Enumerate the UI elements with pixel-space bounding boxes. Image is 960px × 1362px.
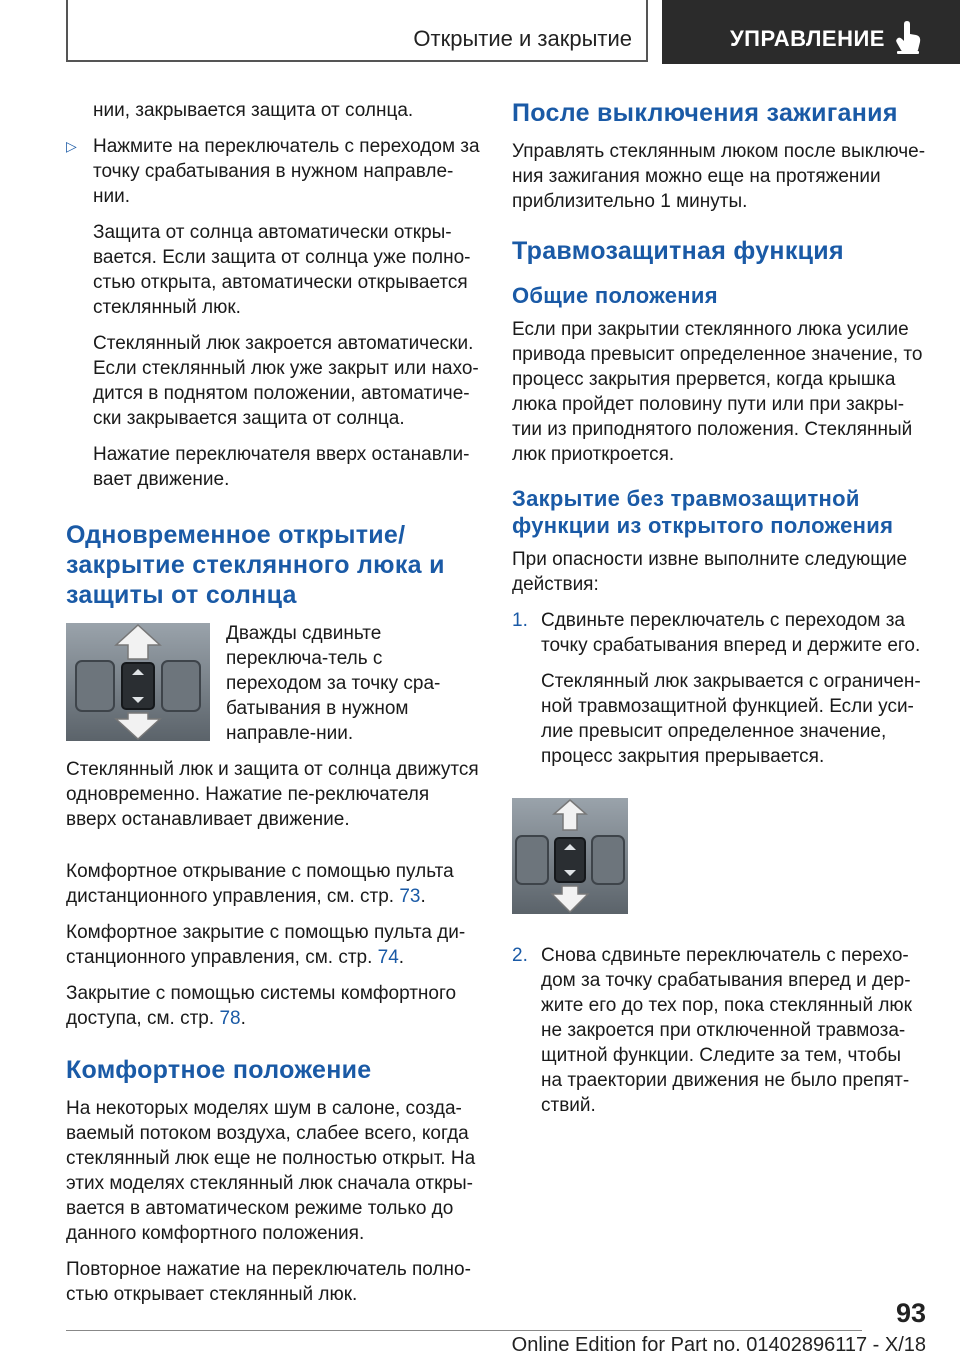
comfort-paragraph-2: Повторное нажатие на переключатель полно-стью открывает стеклянный люк. <box>66 1259 471 1305</box>
header-section-box <box>66 0 648 62</box>
heading-simultaneous: Одновременное открытие/ закрытие стеклянного люка и защиты от солнца <box>66 521 445 609</box>
step-2 <box>512 943 926 1118</box>
comfort-access-period: . <box>240 1008 246 1029</box>
page-number: 93 <box>895 1298 926 1328</box>
left-continuation-text: нии, закрывается защита от солнца. <box>93 100 414 121</box>
simultaneous-paragraph-2: Стеклянный люк и защита от солнца движутся одновременно. Нажатие пе-реключателя вверх останавливает движение. <box>66 759 479 830</box>
remote-open-text: Комфортное открывание с помощью пульта дистанционного управления, см. стр. <box>66 861 454 907</box>
page-link-73[interactable]: 73 <box>399 886 421 907</box>
hand-pointer-icon <box>894 20 924 54</box>
right-column <box>512 98 926 1129</box>
footer-edition: Online Edition for Part no. 01402896117 - X/18 <box>511 1334 926 1356</box>
remote-close-period: . <box>398 947 405 968</box>
heading-general: Общие положения <box>512 283 718 308</box>
remote-close-paragraph <box>66 920 480 970</box>
step-2-number: 2. <box>512 945 528 966</box>
bullet-text: Нажмите на переключатель с переходом за точку срабатывания в нужном направле-нии. <box>93 136 480 207</box>
footer-divider <box>66 1330 862 1331</box>
remote-close-text: Комфортное закрытие с помощью пульта ди-станционного управления, см. стр. <box>66 922 466 968</box>
step-2-text: Снова сдвиньте переключатель с перехо-дом за точку срабатывания вперед и дер-жите его до тех пор, пока стеклянный люк не закроется при отключенной травмоза-щитной функции. Следите за тем, чтобы на траектории движения не было препят-ствий. <box>541 945 912 1116</box>
bullet-paragraph-3: Нажатие переключателя вверх останавли-вает движение. <box>93 444 470 490</box>
simultaneous-section <box>66 621 480 843</box>
bullet-paragraph-1: Защита от солнца автоматически откры-вается. Если защита от солнца уже полно-стью открыта, автоматически открывается стеклянный люк. <box>93 222 471 318</box>
header-chapter-title: УПРАВЛЕНИЕ <box>730 26 885 51</box>
step-1-paragraph: Стеклянный люк закрывается с ограничен-ной травмозащитной функцией. Если уси-лие превысит определенное значение, процесс закрытия прерывается. <box>541 671 921 767</box>
bullet-triangle-icon: ▷ <box>66 138 77 154</box>
remote-open-period: . <box>420 886 426 907</box>
comfort-paragraph-1: На некоторых моделях шум в салоне, созда-ваемый потоком воздуха, слабее всего, когда стеклянный люк еще не полностью открыт. На этих моделях стеклянный люк сначала откры-вается в автоматическом режиме только до данного комфортного положения. <box>66 1098 476 1244</box>
page-link-78[interactable]: 78 <box>219 1008 241 1029</box>
heading-after-ignition: После выключения зажигания <box>512 99 898 127</box>
comfort-access-paragraph <box>66 981 480 1031</box>
step-1-number: 1. <box>512 610 528 631</box>
remote-open-paragraph <box>66 859 480 909</box>
danger-paragraph: При опасности извне выполните следующие действия: <box>512 549 908 595</box>
comfort-access-text: Закрытие с помощью системы комфортного доступа, см. стр. <box>66 983 457 1029</box>
header-chapter-box <box>662 0 960 64</box>
roof-switch-image-up-down <box>66 623 210 741</box>
roof-switch-image-forward <box>512 798 628 914</box>
heading-comfort-position: Комфортное положение <box>66 1056 372 1084</box>
heading-pinch-protection: Травмозащитная функция <box>512 237 844 265</box>
heading-close-without-protection: Закрытие без травмозащитной функции из открытого положения <box>512 486 894 538</box>
step-1 <box>512 608 926 658</box>
bullet-item <box>66 134 480 209</box>
step-1-text: Сдвиньте переключатель с переходом за точку срабатывания вперед и держите его. <box>541 610 921 656</box>
after-ignition-paragraph: Управлять стеклянным люком после выключе-ния зажигания можно еще на протяжении приблизительно 1 минуты. <box>512 141 926 212</box>
header-section-title: Открытие и закрытие <box>413 26 632 51</box>
page-link-74[interactable]: 74 <box>377 947 399 968</box>
bullet-paragraph-2: Стеклянный люк закроется автоматически. Если стеклянный люк уже закрыт или нахо-дится в поднятом положении, автоматиче-ски закрывается защита от солнца. <box>93 333 479 429</box>
simultaneous-paragraph-1: Дважды сдвиньте переключа-тель с переходом за точку сра-батывания в нужном направле-нии. <box>226 623 441 744</box>
general-paragraph: Если при закрытии стеклянного люка усилие привода превысит определенное значение, то процесс закрытия прервется, когда крышка люка пройдет половину пути или при закры-тии из приподнятого положения. Стеклянный люк приоткроется. <box>512 319 923 465</box>
left-column <box>66 98 480 1318</box>
